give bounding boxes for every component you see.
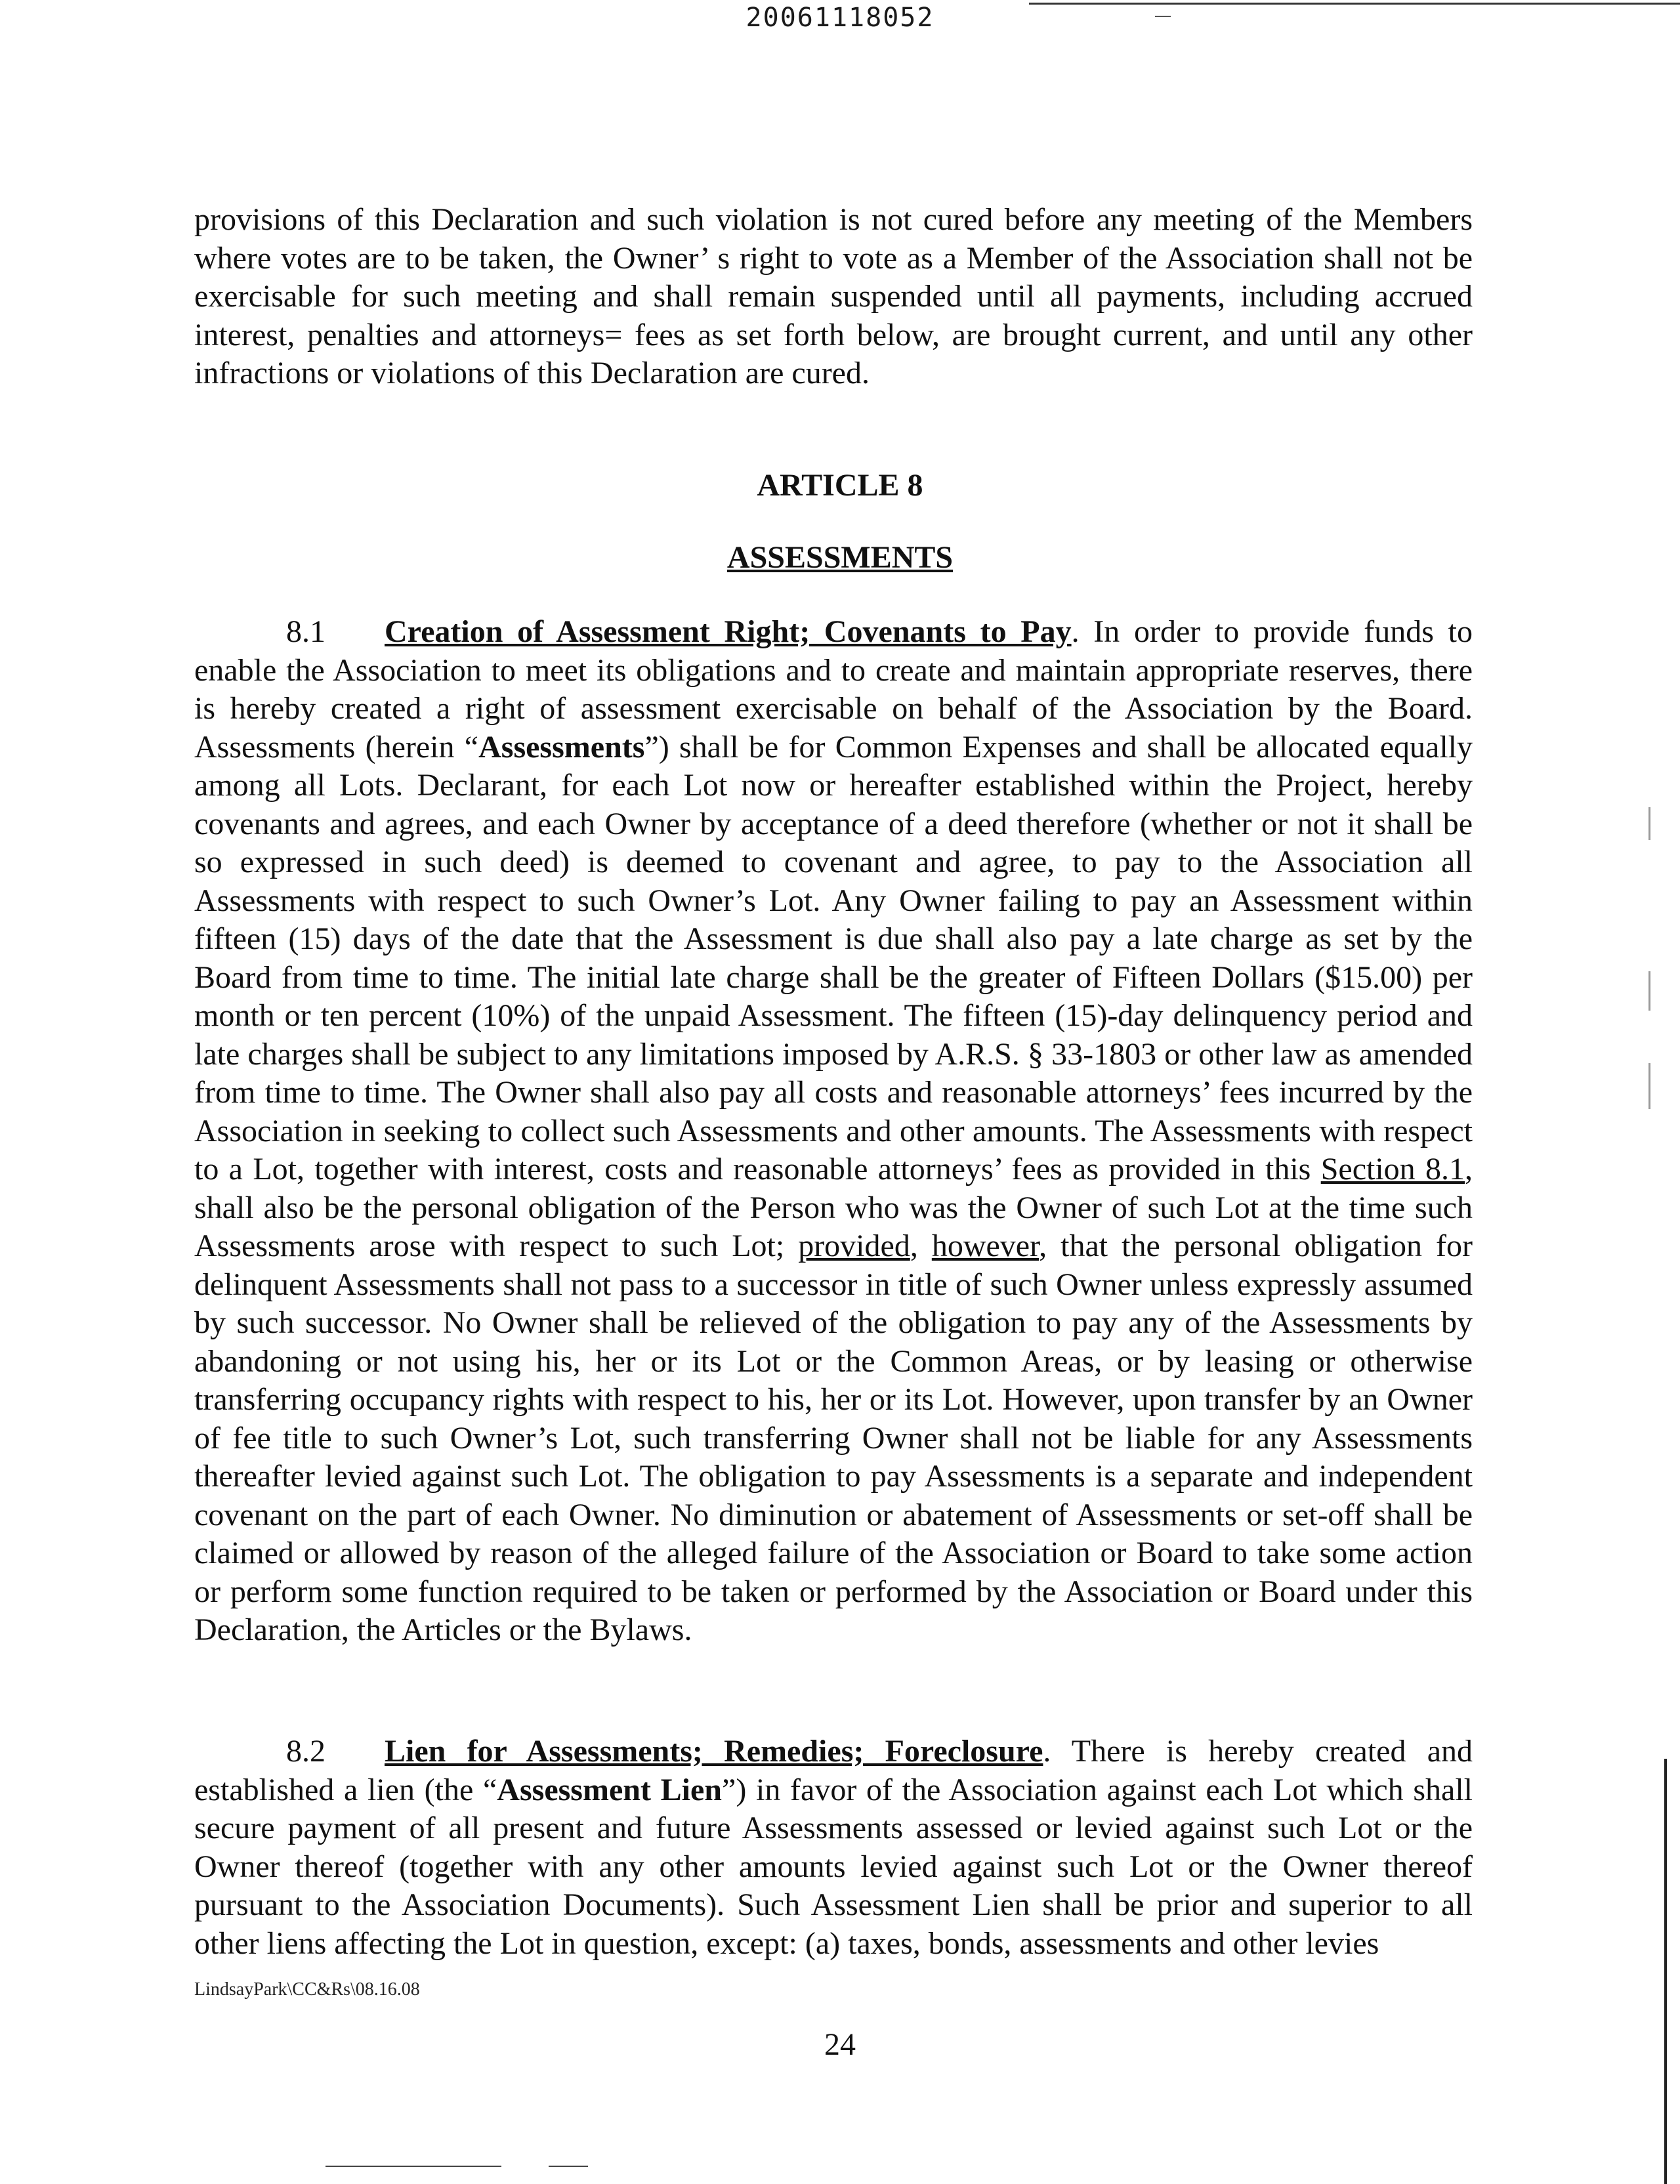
section-8-1-number: 8.1 (286, 614, 326, 649)
continuation-paragraph: provisions of this Declaration and such violation is not cured before any meeting of the Members where votes are to be taken, the Owner’ s right to vote as a Member of the Association shall not be exercisable for such meeting and shall remain suspended until all payments, including accrued interest, penalties and attorneys= fees as set forth below, are brought current, and until any other infractions or violations of this Declaration are cured. (194, 202, 1473, 390)
section-8-2-paragraph (194, 1732, 1473, 1963)
article-title: ARTICLE 8 (757, 468, 923, 503)
section-8-2-defined-term: Assessment Lien (497, 1772, 723, 1807)
section-8-1-paragraph (194, 613, 1473, 1650)
page-number: 24 (824, 2027, 856, 2062)
section-8-2-number: 8.2 (286, 1734, 326, 1769)
however-term: however (931, 1228, 1040, 1263)
article-subtitle: ASSESSMENTS (726, 540, 954, 575)
section-8-1-text-b: ”) shall be for Common Expenses and shall be allocated equally among all Lots. Declarant, for each Lot now or hereafter established within the Project, hereby covenants and agrees, and each Owner by acceptance of a deed therefore (whether or not it shall be so expressed in such deed) is deemed to covenant and agree, to pay to the Association all Assessments with respect to such Owner’s Lot. Any Owner failing to pay an Assessment within fifteen (15) days of the date that the Assessment is due shall also pay a late charge as set by the Board from time to time. The initial late charge shall be the greater of Fifteen Dollars ($15.00) per month or ten percent (10%) of the unpaid Assessment. The fifteen (15)-day delinquency period and late charges shall be subject to any limitations imposed by A.R.S. § 33-1803 or other law as amended from time to time. The Owner shall also pay all costs and reasonable attorneys’ fees incurred by the Association in seeking to collect such Assessments and other amounts. The Assessments with respect to a Lot, together with interest, costs and reasonable attorneys’ fees as provided in this (194, 729, 1473, 1186)
section-8-1-text-c: , shall also be the personal obligation of the Person who was the Owner of such Lot at the time such Assessments arose with respect to such Lot; (194, 1152, 1473, 1263)
top-rule (1029, 3, 1680, 5)
section-8-1-text-d: , that the personal obligation for delinquent Assessments shall not pass to a successor in title of such Owner unless expressly assumed by such successor. No Owner shall be relieved of the obligation to pay any of the Assessments by abandoning or not using his, her or its Lot or the Common Areas, or by leasing or otherwise transferring occupancy rights with respect to his, her or its Lot. However, upon transfer by an Owner of fee title to such Owner’s Lot, such transferring Owner shall not be liable for any Assessments thereafter levied against such Lot. The obligation to pay Assessments is a separate and independent covenant on the part of each Owner. No diminution or abatement of Assessments or set-off shall be claimed or allowed by reason of the alleged failure of the Association or Board to take some action or perform some function required to be taken or performed by the Association or Board under this Declaration, the Articles or the Bylaws. (194, 1228, 1473, 1647)
article-subtitle-wrap (0, 539, 1680, 576)
scan-speck (1648, 807, 1650, 840)
section-8-2-text-a: . There is hereby created and established a lien (the “ (194, 1734, 1473, 1807)
document-number: 20061118052 (746, 3, 934, 33)
provided-term: provided (798, 1228, 910, 1263)
comma-separator: , (910, 1228, 932, 1263)
section-8-1-cross-reference: Section 8.1 (1320, 1152, 1465, 1186)
section-8-1-defined-term: Assessments (478, 729, 645, 765)
footer-file-reference: LindsayPark\CC&Rs\08.16.08 (194, 1979, 420, 2000)
section-8-2-text-b: ”) in favor of the Association against each Lot which shall secure payment of all present and future Assessments assessed or levied against such Lot or the Owner thereof (together with any other amounts levied against such Lot or the Owner thereof pursuant to the Association Documents). Such Assessment Lien shall be prior and superior to all other liens affecting the Lot in question, except: (a) taxes, bonds, assessments and other levies (194, 1772, 1473, 1961)
section-8-1-text-a: . In order to provide funds to enable the Association to meet its obligations and to create and maintain appropriate reserves, there is hereby created a right of assessment exercisable on behalf of the Association by the Board. Assessments (herein “ (194, 614, 1473, 765)
scan-speck (1648, 1063, 1650, 1109)
top-tick-mark (1155, 16, 1171, 17)
scan-speck (1648, 971, 1650, 1011)
section-8-1-heading: Creation of Assessment Right; Covenants to Pay (385, 614, 1072, 649)
bottom-scan-mark (549, 2166, 588, 2167)
right-margin-scan-line (1664, 1759, 1667, 2184)
section-8-2-heading: Lien for Assessments; Remedies; Foreclosure (385, 1734, 1043, 1769)
bottom-scan-mark (326, 2166, 501, 2167)
